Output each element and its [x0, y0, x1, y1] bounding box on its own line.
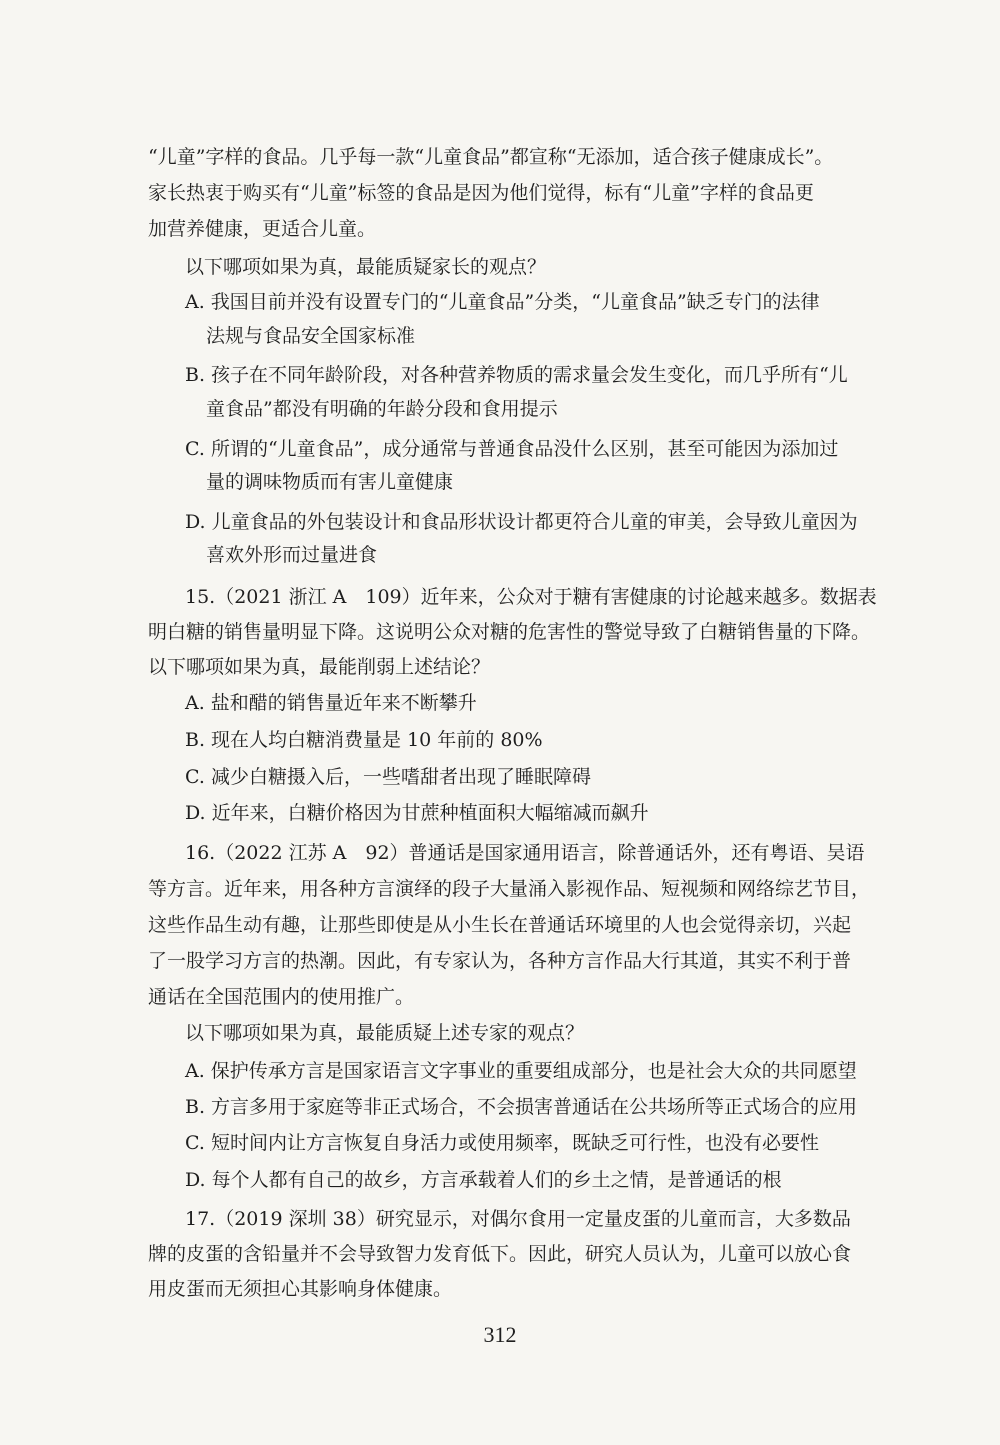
q17-stem-line-2: 牌的皮蛋的含铅量并不会导致智力发育低下。因此，研究人员认为，儿童可以放心食 — [148, 1243, 852, 1265]
q17-stem-line-1: 17.（2019 深圳 38）研究显示，对偶尔食用一定量皮蛋的儿童而言，大多数品 — [185, 1208, 851, 1230]
intro-option-a-line-1: A. 我国目前并没有设置专门的“儿童食品”分类，“儿童食品”缺乏专门的法律 — [185, 291, 820, 313]
q16-stem-line-5: 通话在全国范围内的使用推广。 — [148, 986, 415, 1008]
intro-option-b-line-1: B. 孩子在不同年龄阶段，对各种营养物质的需求量会发生变化，而几乎所有“儿 — [185, 364, 848, 386]
q16-option-c: C. 短时间内让方言恢复自身活力或使用频率，既缺乏可行性，也没有必要性 — [185, 1132, 819, 1154]
intro-option-d-line-2: 喜欢外形而过量进食 — [206, 544, 378, 566]
q16-option-b: B. 方言多用于家庭等非正式场合，不会损害普通话在公共场所等正式场合的应用 — [185, 1096, 858, 1118]
page-number: 312 — [483, 1322, 517, 1347]
q16-stem-line-3: 这些作品生动有趣，让那些即使是从小生长在普通话环境里的人也会觉得亲切，兴起 — [148, 914, 852, 936]
intro-option-c-line-2: 量的调味物质而有害儿童健康 — [206, 471, 454, 493]
q16-stem-line-1: 16.（2022 江苏 A 92）普通话是国家通用语言，除普通话外，还有粤语、吴语 — [185, 842, 865, 864]
q16-question: 以下哪项如果为真，最能质疑上述专家的观点？ — [185, 1022, 585, 1044]
intro-option-d-line-1: D. 儿童食品的外包装设计和食品形状设计都更符合儿童的审美，会导致儿童因为 — [185, 511, 858, 533]
q17-stem-line-3: 用皮蛋而无须担心其影响身体健康。 — [148, 1278, 453, 1300]
q15-option-c: C. 减少白糖摄入后，一些嗜甜者出现了睡眠障碍 — [185, 766, 591, 788]
intro-option-a-line-2: 法规与食品安全国家标准 — [206, 325, 416, 347]
intro-question: 以下哪项如果为真，最能质疑家长的观点？ — [185, 256, 547, 278]
q16-stem-line-2: 等方言。近年来，用各种方言演绎的段子大量涌入影视作品、短视频和网络综艺节目， — [148, 878, 871, 900]
q16-option-a: A. 保护传承方言是国家语言文字事业的重要组成部分，也是社会大众的共同愿望 — [185, 1060, 857, 1082]
q15-stem-line-2: 明白糖的销售量明显下降。这说明公众对糖的危害性的警觉导致了白糖销售量的下降。 — [148, 621, 871, 643]
q16-stem-line-4: 了一股学习方言的热潮。因此，有专家认为，各种方言作品大行其道，其实不利于普 — [148, 950, 852, 972]
intro-line-2: 家长热衷于购买有“儿童”标签的食品是因为他们觉得，标有“儿童”字样的食品更 — [148, 182, 814, 204]
intro-option-c-line-1: C. 所谓的“儿童食品”，成分通常与普通食品没什么区别，甚至可能因为添加过 — [185, 438, 839, 460]
q15-option-a: A. 盐和醋的销售量近年来不断攀升 — [185, 692, 477, 714]
intro-line-3: 加营养健康，更适合儿童。 — [148, 218, 377, 240]
q15-question: 以下哪项如果为真，最能削弱上述结论？ — [148, 656, 491, 678]
q16-option-d: D. 每个人都有自己的故乡，方言承载着人们的乡土之情，是普通话的根 — [185, 1169, 782, 1191]
intro-option-b-line-2: 童食品”都没有明确的年龄分段和食用提示 — [206, 398, 558, 420]
q15-stem-line-1: 15.（2021 浙江 A 109）近年来，公众对于糖有害健康的讨论越来越多。数据表 — [185, 586, 877, 608]
q15-option-b: B. 现在人均白糖消费量是 10 年前的 80% — [185, 729, 543, 751]
intro-line-1: “儿童”字样的食品。几乎每一款“儿童食品”都宣称“无添加，适合孩子健康成长”。 — [148, 146, 834, 168]
q15-option-d: D. 近年来，白糖价格因为甘蔗种植面积大幅缩减而飙升 — [185, 802, 649, 824]
